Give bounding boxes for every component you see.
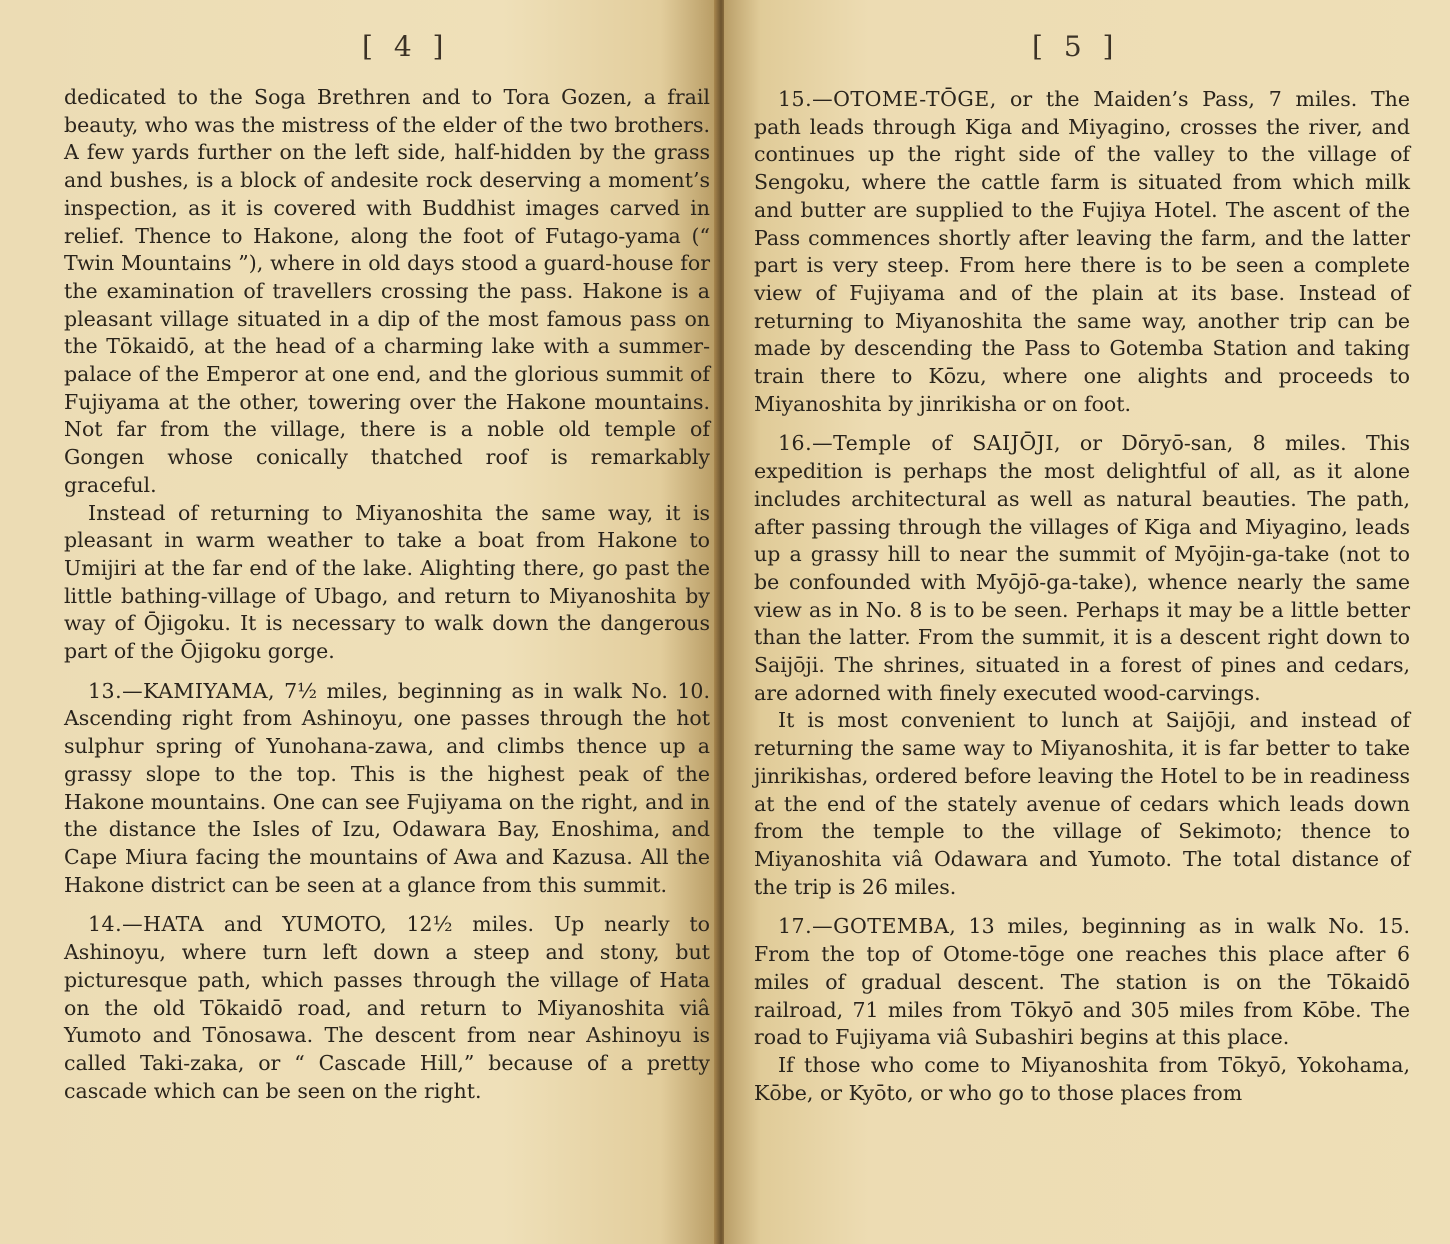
section-heading: 17.—GOTEMBA [778, 914, 950, 939]
section-heading: 14.—HATA [88, 912, 205, 937]
page-number: [ 5 ] [1032, 30, 1120, 63]
section-13 [64, 678, 710, 900]
section-15 [754, 86, 1410, 418]
section-14 [64, 911, 710, 1105]
paragraph-text: and YUMOTO, 12½ miles. Up nearly to Ashinoyu, where turn left down a steep and stony, but picturesque path, which passes through the village of Hata on the old Tōkaidō road, and return to Miyanoshita viâ Yumoto and Tōnosawa. The descent from near Ashinoyu is called Taki-zaka, or “ Cascade Hill,” because of a pretty cascade which can be seen on the right. [64, 912, 710, 1103]
paragraph-text: Instead of returning to Miyanoshita the same way, it is pleasant in warm weather to take a boat from Hakone to Umijiri at the far end of the lake. Alighting there, go past the little bathing-village of Ubago, and return to Miyanoshita by way of Ōjigoku. It is necessary to walk down the dangerous part of the Ōjigoku gorge. [64, 500, 710, 664]
page-number: [ 4 ] [362, 30, 450, 63]
section-heading: 13.—KAMIYAMA [88, 678, 269, 703]
section-heading: 15.—OTOME-TŌGE [778, 87, 990, 111]
page-body [64, 84, 710, 1105]
right-page [724, 0, 1450, 1244]
paragraph-text: , or the Maiden’s Pass, 7 miles. The path leads through Kiga and Miyagino, crosses the river, and continues up the right side of the valley to the village of Sengoku, where the cattle farm is situated from which milk and butter are supplied to the Fujiya Hotel. The ascent of the Pass commences shortly after leaving the farm, and the latter part is very steep. From here there is to be seen a complete view of Fujiyama and of the plain at its base. Instead of returning to Miyanoshita the same way, another trip can be made by descending the Pass to Gotemba Station and taking train there to Kōzu, where one alights and proceeds to Miyanoshita by jinrikisha or on foot. [754, 87, 1410, 416]
paragraph-text: If those who come to Miyanoshita from Tōkyō, Yokohama, Kōbe, or Kyōto, or who go to those places from [754, 1052, 1410, 1105]
paragraph-text: It is most convenient to lunch at Saijōji, and instead of returning the same way to Miyanoshita, it is far better to take jinrikishas, ordered before leaving the Hotel to be in readiness at the end of the stately avenue of cedars which leads down from the temple to the village of Sekimoto; thence to Miyanoshita viâ Odawara and Yumoto. The total distance of the trip is 26 miles. [754, 708, 1410, 899]
section-heading: 16.—Temple of SAIJŌJI [778, 431, 1054, 456]
paragraph [754, 1052, 1410, 1107]
left-page [0, 0, 718, 1244]
paragraph-text: , 7½ miles, beginning as in walk No. 10. Ascending right from Ashinoyu, one passes through the hot sulphur spring of Yunohana-zawa, and climbs thence up a grassy slope to the top. This is the highest peak of the Hakone mountains. One can see Fujiyama on the right, and in the distance the Isles of Izu, Odawara Bay, Enoshima, and Cape Miura facing the mountains of Awa and Kazusa. All the Hakone district can be seen at a glance from this summit. [64, 678, 710, 897]
paragraph [754, 707, 1410, 901]
paragraph-text: , 13 miles, beginning as in walk No. 15. From the top of Otome-tōge one reaches this place after 6 miles of gradual descent. The station is on the Tōkaidō railroad, 71 miles from Tōkyō and 305 miles from Kōbe. The road to Fujiyama viâ Subashiri begins at this place. [754, 914, 1410, 1050]
paragraph-text: , or Dōryō-san, 8 miles. This expedition is perhaps the most delightful of all, as it alone includes architectural as well as natural beauties. The path, after passing through the villages of Kiga and Miyagino, leads up a grassy hill to near the summit of Myōjin-ga-take (not to be confounded with Myōjō-ga-take), whence nearly the same view as in No. 8 is to be seen. Perhaps it may be a little better than the latter. From the summit, it is a descent right down to Saijōji. The shrines, situated in a forest of pines and cedars, are adorned with finely executed wood-carvings. [754, 431, 1410, 705]
page-body [754, 86, 1410, 1107]
paragraph [64, 84, 710, 500]
paragraph-text: dedicated to the Soga Brethren and to Tora Gozen, a frail beauty, who was the mistress of the elder of the two brothers. A few yards further on the left side, half-hidden by the grass and bushes, is a block of andesite rock deserving a moment’s inspection, as it is covered with Buddhist images carved in relief. Thence to Hakone, along the foot of Futago-yama (“ Twin Mountains ”), where in old days stood a guard-house for the examination of travellers crossing the pass. Hakone is a pleasant village situated in a dip of the most famous pass on the Tōkaidō, at the head of a charming lake with a summer-palace of the Emperor at one end, and the glorious summit of Fujiyama at the other, towering over the Hakone mountains. Not far from the village, there is a noble old temple of Gongen whose conically thatched roof is remarkably graceful. [64, 85, 710, 497]
section-17 [754, 913, 1410, 1052]
paragraph [64, 500, 710, 666]
section-16 [754, 430, 1410, 707]
